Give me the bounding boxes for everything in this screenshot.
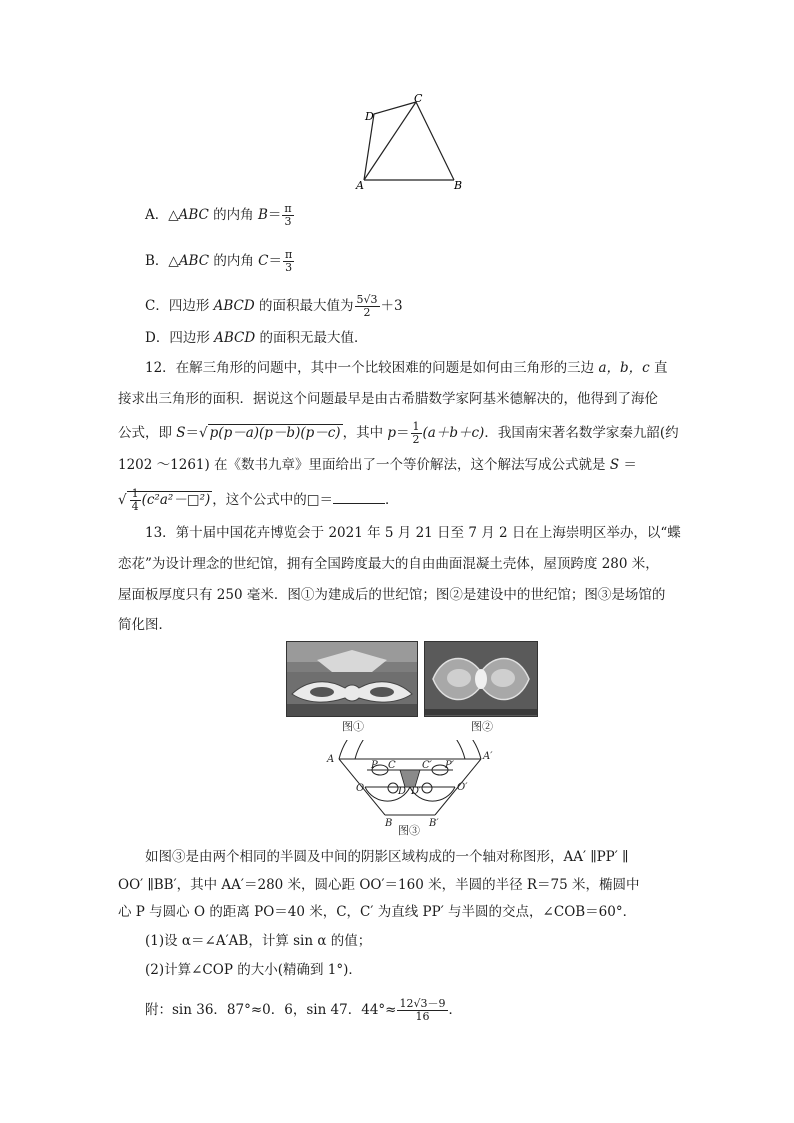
q12-line-2: 接求出三角形的面积．据说这个问题最早是由古希腊数学家阿基米德解决的，他得到了海伦: [118, 391, 658, 407]
diagram-label-a: A: [327, 754, 335, 765]
pavilion-simplified-diagram: [325, 740, 495, 830]
q12-line-5: √ $\frac{1}{4}$ (c²a²－□²) ，这个公式中的□＝ ．: [118, 487, 399, 513]
q13-line-4: 简化图．: [118, 617, 172, 633]
diagram-label-b: B: [385, 818, 393, 829]
option-d: D．四边形 ABCD 的面积无最大值．: [145, 330, 368, 346]
q12-line-1: 12．在解三角形的问题中，其中一个比较困难的问题是如何由三角形的三边 a，b，c 直: [145, 360, 668, 376]
diagram-label-d: D: [398, 786, 407, 797]
quadrilateral-figure: [350, 92, 475, 192]
fraction: $\frac{12√3-9}{16}$: [399, 997, 446, 1023]
vertex-label-d: D: [365, 110, 374, 123]
diagram-label-c: C: [388, 760, 396, 771]
diagram-label-p-prime: P′: [445, 760, 454, 771]
answer-blank[interactable]: [333, 489, 385, 504]
diagram-label-a-prime: A′: [483, 751, 493, 762]
q13-subquestion-1: (1)设 α＝∠A′AB，计算 sin α 的值；: [145, 933, 372, 949]
diagram-label-o: O: [356, 783, 365, 794]
diagram-label-o-prime: O′: [457, 782, 468, 793]
vertex-label-b: B: [454, 179, 463, 192]
figure-caption-2: 图②: [471, 720, 493, 733]
vertex-label-c: C: [414, 92, 423, 105]
q13-line-3: 屋面板厚度只有 250 毫米．图①为建成后的世纪馆；图②是建设中的世纪馆；图③是场馆的: [118, 587, 666, 603]
figure-caption-1: 图①: [342, 720, 364, 733]
q13-line-2: 恋花”为设计理念的世纪馆，拥有全国跨度最大的自由曲面混凝土壳体，屋顶跨度 280 米，: [118, 556, 659, 572]
diagram-label-c-prime: C′: [422, 760, 432, 771]
expo-pavilion-photo-construction: [424, 641, 538, 717]
diagram-label-b-prime: B′: [429, 818, 439, 829]
option-c: C．四边形 ABCD 的面积最大值为 $\frac{5√3}{2}$ ＋3: [145, 293, 403, 319]
vertex-label-a: A: [356, 179, 364, 192]
q13-appendix-note: 附：sin 36．87°≈0．6，sin 47．44°≈ $\frac{12√3-9}{16}$ ．: [145, 997, 462, 1023]
q13-para-2: OO′ ∥BB′，其中 AA′＝280 米，圆心距 OO′＝160 米，半圆的半径 R＝75 米，椭圆中: [118, 877, 640, 893]
fraction: $\frac{5√3}{2}$: [356, 293, 378, 319]
q13-para-1: 如图③是由两个相同的半圆及中间的阴影区域构成的一个轴对称图形，AA′ ∥PP′ ∥: [145, 849, 629, 865]
fraction: $\frac{1}{4}$: [131, 487, 139, 513]
q13-subquestion-2: (2)计算∠COP 的大小(精确到 1°)．: [145, 962, 362, 978]
q13-para-3: 心 P 与圆心 O 的距离 PO＝40 米，C，C′ 为直线 PP′ 与半圆的交点，∠COB＝60°．: [118, 904, 637, 920]
diagram-label-d-prime: D′: [411, 786, 422, 797]
diagram-label-p: P: [371, 760, 378, 771]
q13-line-1: 13．第十届中国花卉博览会于 2021 年 5 月 21 日至 7 月 2 日在上海崇明区举办，以“蝶: [145, 525, 681, 541]
figure-caption-3: 图③: [398, 824, 420, 837]
fraction: $\frac{1}{2}$: [412, 420, 420, 446]
fraction: $\frac{\pi}{3}$: [285, 248, 293, 274]
option-a: A．△ABC 的内角 B＝ $\frac{\pi}{3}$: [145, 202, 292, 228]
q12-line-3: 公式，即 S＝√ p(p－a)(p－b)(p－c) ，其中 p＝ $\frac{1}{2}$ (a＋b＋c)．我国南宋著名数学家秦九韶(约: [118, 420, 679, 446]
q12-line-4: 1202 ～1261) 在《数书九章》里面给出了一个等价解法，这个解法写成公式就是 S ＝: [118, 457, 637, 473]
fraction: $\frac{\pi}{3}$: [284, 202, 292, 228]
expo-pavilion-photo-completed: [286, 641, 418, 717]
option-b: B．△ABC 的内角 C＝ $\frac{\pi}{3}$: [145, 248, 293, 274]
